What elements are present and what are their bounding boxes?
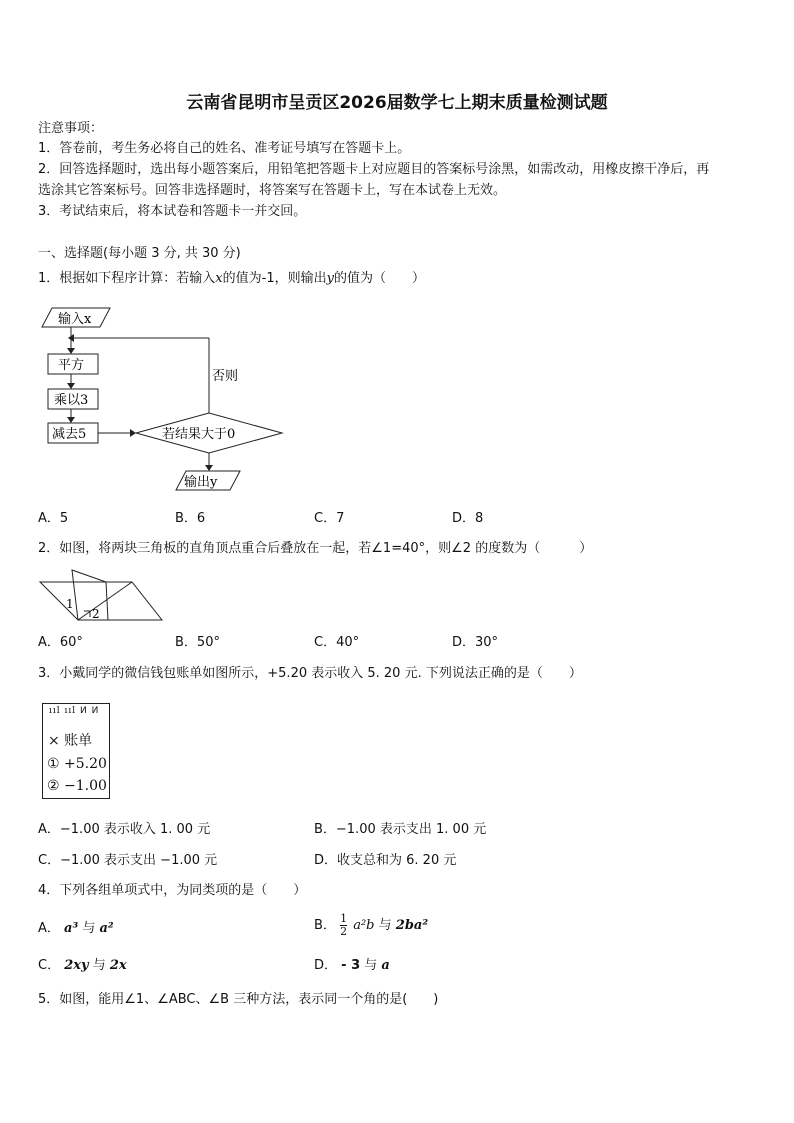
q4-option-b-fraction: [340, 913, 347, 938]
q4-option-b-and: 与: [378, 918, 392, 933]
flowchart-condition-label: 若结果大于0: [162, 427, 236, 442]
section-heading: 一、选择题(每小题 3 分, 共 30 分): [38, 246, 241, 261]
flowchart-square-label: 平方: [58, 358, 85, 373]
notice-item-3: 3．考试结束后，将本试卷和答题卡一并交回。: [38, 204, 307, 219]
wallet-status-bar: ııl ııl ⵍ ⵍ: [49, 706, 100, 716]
q2-option-c[interactable]: C．40°: [314, 635, 360, 650]
notice-heading: 注意事项：: [38, 121, 104, 136]
angle-1-label: 1: [66, 597, 74, 611]
q4-option-d[interactable]: [314, 957, 390, 975]
q1-stem-part-b: 的值为-1，则输出: [222, 271, 327, 286]
q1-variable-x: x: [215, 271, 223, 286]
q3-option-b[interactable]: B．−1.00 表示支出 1. 00 元: [314, 822, 487, 837]
q1-stem-part-a: 1．根据如下程序计算：若输入: [38, 271, 216, 286]
flowchart-arrowhead-1: [67, 348, 75, 354]
q1-option-d[interactable]: D．8: [452, 511, 484, 526]
q4-option-a-expr-1: a³: [64, 921, 79, 936]
q3-option-d[interactable]: D．收支总和为 6. 20 元: [314, 853, 457, 868]
question-1-stem: [38, 270, 425, 288]
q1-option-a[interactable]: A．5: [38, 511, 69, 526]
q2-option-a[interactable]: A．60°: [38, 635, 83, 650]
angle-2-label: 2: [92, 607, 100, 621]
question-4-stem: 4．下列各组单项式中，为同类项的是（ ）: [38, 883, 307, 898]
fraction-numerator: 1: [340, 912, 348, 925]
q4-option-c-expr-1: 2xy: [64, 958, 89, 973]
q4-option-d-label: D．: [314, 958, 338, 973]
flowchart-arrowhead-3: [67, 417, 75, 423]
question-2-stem: 2．如图，将两块三角板的直角顶点重合后叠放在一起，若∠1=40°，则∠2 的度数为（ ）: [38, 541, 593, 556]
q4-option-b-expr-1: a²b: [353, 918, 375, 933]
fraction-denominator: 2: [340, 925, 348, 938]
notice-item-2-line-1: 2．回答选择题时，选出每小题答案后，用铅笔把答题卡上对应题目的答案标号涂黑，如需改动，用橡皮擦干净后，再: [38, 162, 710, 177]
q3-option-c[interactable]: C．−1.00 表示支出 −1.00 元: [38, 853, 218, 868]
q1-variable-y: y: [326, 271, 334, 286]
q4-option-b-label: B．: [314, 918, 336, 933]
wallet-row-1: ① +5.20: [47, 756, 107, 772]
program-flowchart: [38, 305, 298, 497]
notice-item-1: 1．答卷前，考生务必将自己的姓名、准考证号填写在答题卡上。: [38, 141, 411, 156]
q4-option-a-expr-2: a²: [99, 921, 114, 936]
q4-option-d-expr-1: - 3: [341, 958, 361, 973]
q4-option-c[interactable]: [38, 957, 127, 975]
triangle-ruler-1: [40, 582, 162, 620]
flowchart-output-label: 输出y: [184, 475, 218, 490]
question-5-stem: 5．如图，能用∠1、∠ABC、∠B 三种方法，表示同一个角的是( ): [38, 992, 439, 1007]
wallet-row-2: ② −1.00: [47, 778, 107, 794]
notice-item-2-line-2: 选涂其它答案标号。回答非选择题时，将答案写在答题卡上，写在本试卷上无效。: [38, 183, 507, 198]
flowchart-no-label: 否则: [212, 369, 239, 384]
q3-option-a[interactable]: A．−1.00 表示收入 1. 00 元: [38, 822, 211, 837]
flowchart-input-label: 输入x: [58, 312, 92, 327]
q4-option-c-label: C．: [38, 958, 61, 973]
q4-option-d-and: 与: [364, 958, 378, 973]
q2-option-b[interactable]: B．50°: [175, 635, 220, 650]
q4-option-c-and: 与: [92, 958, 106, 973]
q1-stem-part-c: 的值为（ ）: [333, 271, 425, 286]
q4-option-a-label: A．: [38, 921, 60, 936]
q1-option-b[interactable]: B．6: [175, 511, 206, 526]
q4-option-a-and: 与: [82, 921, 96, 936]
wallet-header: × 账单: [48, 733, 93, 749]
page-title: 云南省昆明市呈贡区2026届数学七上期末质量检测试题: [186, 93, 608, 113]
wechat-wallet-figure: [42, 703, 110, 799]
question-3-stem: 3．小戴同学的微信钱包账单如图所示，+5.20 表示收入 5. 20 元. 下列说法正确的是（ ）: [38, 666, 582, 681]
q4-option-c-expr-2: 2x: [109, 958, 127, 973]
flowchart-times3-label: 乘以3: [54, 393, 89, 408]
q4-option-a[interactable]: [38, 920, 114, 938]
q4-option-b-expr-2: 2ba²: [395, 918, 429, 933]
triangle-edge: [78, 582, 132, 620]
q1-option-c[interactable]: C．7: [314, 511, 345, 526]
q4-option-d-expr-2: a: [381, 958, 390, 973]
triangle-rulers-figure: [38, 568, 168, 626]
q2-option-d[interactable]: D．30°: [452, 635, 499, 650]
flowchart-arrowhead-2: [67, 383, 75, 389]
q4-option-b[interactable]: [314, 913, 428, 938]
flowchart-minus5-label: 减去5: [52, 427, 87, 442]
flowchart-arrowhead-5: [205, 465, 213, 471]
